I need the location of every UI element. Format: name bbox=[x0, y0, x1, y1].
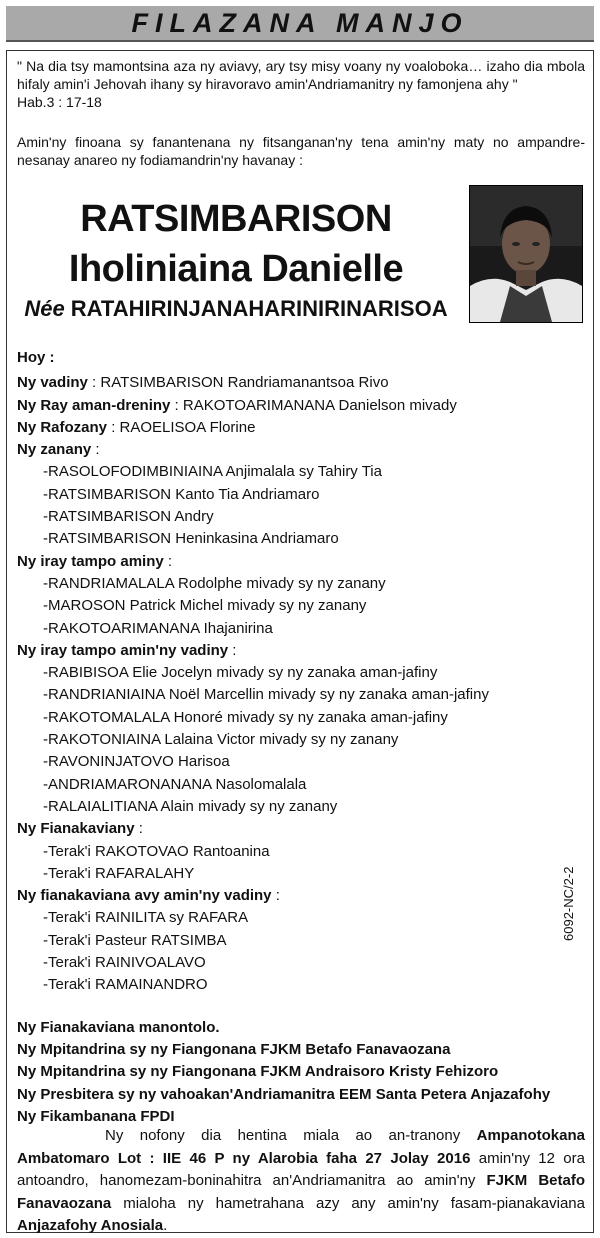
list-item: -RATSIMBARISON Kanto Tia Andriamaro bbox=[43, 485, 320, 503]
list-item: -RANDRIANIAINA Noël Marcellin mivady sy ny zanaka aman-jafiny bbox=[43, 686, 489, 704]
spouse-line: Ny vadiny : RATSIMBARISON Randriamanantsoa Rivo bbox=[17, 374, 389, 392]
spouse-siblings-heading: Ny iray tampo amin'ny vadiny : bbox=[17, 641, 237, 659]
list-item: -RASOLOFODIMBINIAINA Anjimalala sy Tahiry Tia bbox=[43, 463, 382, 481]
list-item: -RALAIALITIANA Alain mivady sy ny zanany bbox=[43, 797, 338, 815]
closing-line: Ny Mpitandrina sy ny Fiangonana FJKM Andraisoro Kristy Fehizoro bbox=[17, 1063, 499, 1081]
list-item: -RAKOTOARIMANANA Ihajanirina bbox=[43, 619, 273, 637]
portrait-photo-icon bbox=[470, 186, 582, 322]
funeral-details: Ny nofony dia hentina miala ao an-tranony Ampanotokana Ambatomaro Lot : IIE 46 P ny Alarobia faha 27 Jolay 2016 amin'ny 12 ora antoandro, hanomezam-boninahitra an'Andriamanitra ao amin'ny FJKM Betafo Fanavaozana mialoha ny hametrahana azy any amin'ny fasam-pianakaviana Anjazafohy Anosiala. bbox=[17, 1127, 586, 1234]
list-item: -RANDRIAMALALA Rodolphe mivady sy ny zanany bbox=[43, 574, 386, 592]
intro-text: Amin'ny finoana sy fanantenana ny fitsanganan'ny tena amin'ny maty no ampandre-nesanay anareo ny fodiamandrin'ny havanay : bbox=[17, 134, 585, 168]
closing-line: Ny Presbitera sy ny vahoakan'Andriamanitra EEM Santa Petera Anjazafohy bbox=[17, 1085, 551, 1103]
notice-frame bbox=[6, 50, 594, 1233]
deceased-maiden-name bbox=[7, 295, 465, 323]
list-item: -RAVONINJATOVO Harisoa bbox=[43, 753, 230, 771]
reference-code: 6092-NC/2-2 bbox=[561, 866, 576, 941]
list-item: -ANDRIAMARONANANA Nasolomalala bbox=[43, 775, 307, 793]
header-banner bbox=[6, 6, 594, 42]
hoy-label: Hoy : bbox=[17, 349, 55, 366]
family-heading: Ny Fianakaviany : bbox=[17, 820, 143, 838]
list-item: -RAKOTOMALALA Honoré mivady sy ny zanaka aman-jafiny bbox=[43, 708, 448, 726]
in-laws-line: Ny Rafozany : RAOELISOA Florine bbox=[17, 418, 256, 436]
list-item: -Terak'i Pasteur RATSIMBA bbox=[43, 931, 227, 949]
maiden-name: RATAHIRINJANAHARINIRINARISOA bbox=[70, 296, 448, 321]
deceased-given-name: Iholiniaina Danielle bbox=[68, 248, 404, 290]
closing-line: Ny Fianakaviana manontolo. bbox=[17, 1018, 220, 1036]
siblings-heading: Ny iray tampo aminy : bbox=[17, 552, 173, 570]
children-heading: Ny zanany : bbox=[17, 441, 100, 459]
list-item: -Terak'i RAKOTOVAO Rantoanina bbox=[43, 842, 270, 860]
list-item: -RATSIMBARISON Heninkasina Andriamaro bbox=[43, 530, 339, 548]
parents-line: Ny Ray aman-dreniny : RAKOTOARIMANANA Danielson mivady bbox=[17, 396, 457, 414]
list-item: -Terak'i RAMAINANDRO bbox=[43, 976, 208, 994]
bible-quote bbox=[17, 57, 585, 111]
list-item: -RAKOTONIAINA Lalaina Victor mivady sy ny zanany bbox=[43, 731, 399, 749]
list-item: -Terak'i RAINILITA sy RAFARA bbox=[43, 909, 249, 927]
list-item: -RATSIMBARISON Andry bbox=[43, 508, 214, 526]
spouse-family-heading: Ny fianakaviana avy amin'ny vadiny : bbox=[17, 887, 280, 905]
family-list bbox=[17, 347, 585, 1128]
closing-line: Ny Mpitandrina sy ny Fiangonana FJKM Betafo Fanavaozana bbox=[17, 1040, 451, 1058]
portrait-photo bbox=[469, 185, 583, 323]
list-item: -Terak'i RAFARALAHY bbox=[43, 864, 195, 882]
list-item: -Terak'i RAINIVOALAVO bbox=[43, 954, 206, 972]
list-item: -RABIBISOA Elie Jocelyn mivady sy ny zanaka aman-jafiny bbox=[43, 664, 438, 682]
deceased-surname: RATSIMBARISON bbox=[80, 198, 392, 240]
quote-reference: Hab.3 : 17-18 bbox=[17, 94, 102, 110]
header-title: FILAZANA MANJO bbox=[131, 8, 469, 38]
closing-line: Ny Fikambanana FPDI bbox=[17, 1107, 175, 1125]
list-item: -MAROSON Patrick Michel mivady sy ny zanany bbox=[43, 597, 367, 615]
quote-text: " Na dia tsy mamontsina aza ny aviavy, ary tsy misy voany ny voaloboka… izaho dia mbola hifaly amin'i Jehovah ihany sy hiravoravo amin'Andriamanitry ny famonjena ahy " bbox=[17, 58, 585, 92]
nee-label: Née bbox=[24, 296, 65, 321]
